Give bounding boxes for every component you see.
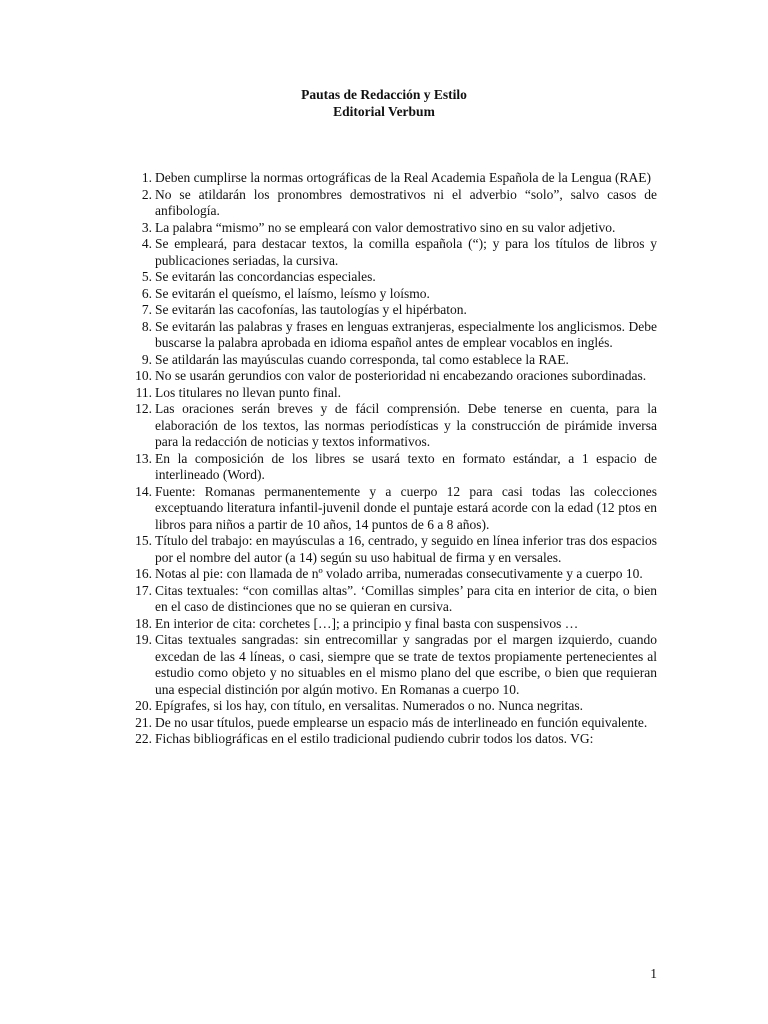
list-item-text: Se evitarán el queísmo, el laísmo, leísmo y loísmo. <box>155 285 430 301</box>
list-item-number: 21. <box>135 714 152 730</box>
rules-list <box>135 170 657 748</box>
list-item <box>141 302 657 319</box>
list-item-text: Fichas bibliográficas en el estilo tradicional pudiendo cubrir todos los datos. VG: <box>155 731 594 746</box>
list-item-text: Se empleará, para destacar textos, la comilla española (“); y para los títulos de libros y publicaciones seriadas, la cursiva. <box>155 236 657 268</box>
list-item-number: 12. <box>135 401 152 416</box>
list-item-text: Deben cumplirse la normas ortográficas de la Real Academia Española de la Lengua (RAE) <box>155 170 651 185</box>
list-item <box>135 582 657 616</box>
list-item-text: Los titulares no llevan punto final. <box>155 384 341 400</box>
list-item-text: Epígrafes, si los hay, con título, en versalitas. Numerados o no. Nunca negritas. <box>155 698 584 713</box>
list-item-number: 5. <box>141 269 152 284</box>
list-item <box>141 219 657 237</box>
list-item-text: Título del trabajo: en mayúsculas a 16, centrado, y seguido en línea inferior tras dos espacios por el nombre del autor (a 14) según su uso habitual de firma y en versales. <box>155 533 657 565</box>
list-item <box>135 566 657 583</box>
list-item-text: Citas textuales sangradas: sin entrecomillar y sangradas por el margen izquierdo, cuando excedan de las 4 líneas, o casi, siempre que se trate de textos propiamente pertenecientes al estudio como objeto y no situables en el mismo plano del que escribe, o bien que requieran una especial distinción por algún motivo. En Romanas a cuerpo 10. <box>155 632 657 697</box>
list-item-number: 9. <box>141 351 152 367</box>
list-item-number: 10. <box>135 368 152 383</box>
list-item <box>141 186 657 220</box>
list-item-text: Citas textuales: “con comillas altas”. ‘Comillas simples’ para cita en interior de cita, o bien en el caso de distinciones que no se quieran en cursiva. <box>155 582 657 614</box>
list-item <box>135 368 657 385</box>
list-item-number: 4. <box>141 236 152 251</box>
list-item <box>135 533 657 566</box>
list-item-text: Notas al pie: con llamada de nº volado arriba, numeradas consecutivamente y a cuerpo 10. <box>155 566 643 581</box>
list-item-text: Se evitarán las palabras y frases en lenguas extranjeras, especialmente los anglicismos. Debe buscarse la palabra aprobada en idioma español antes de emplear vocablos en inglés. <box>155 318 657 350</box>
list-item <box>141 236 657 269</box>
list-item-number: 20. <box>135 698 152 713</box>
list-item <box>141 269 657 286</box>
list-item <box>135 615 657 633</box>
page-number: 1 <box>650 966 657 981</box>
list-item-number: 6. <box>141 285 152 301</box>
list-item-text: En la composición de los libres se usará texto en formato estándar, a 1 espacio de interlineado (Word). <box>155 450 657 482</box>
list-item-text: La palabra “mismo” no se empleará con valor demostrativo sino en su valor adjetivo. <box>155 219 616 235</box>
list-item <box>135 632 657 698</box>
list-item-number: 1. <box>141 170 152 185</box>
list-item <box>135 698 657 715</box>
document-subtitle: Editorial Verbum <box>333 104 435 119</box>
list-item-number: 14. <box>135 483 152 499</box>
list-item-text: De no usar títulos, puede emplearse un espacio más de interlineado en función equivalente. <box>155 714 648 730</box>
list-item-text: Se evitarán las concordancias especiales. <box>155 269 376 284</box>
list-item <box>141 285 657 303</box>
list-item-text: No se usarán gerundios con valor de posterioridad ni encabezando oraciones subordinadas. <box>155 368 647 383</box>
list-item <box>135 384 657 402</box>
list-item-number: 3. <box>141 219 152 235</box>
list-item <box>135 450 657 484</box>
list-item-text: Se evitarán las cacofonías, las tautologías y el hipérbaton. <box>155 302 467 317</box>
list-item-number: 7. <box>141 302 152 317</box>
list-item-number: 11. <box>135 384 152 400</box>
list-item <box>135 714 657 732</box>
document-title: Pautas de Redacción y Estilo <box>301 87 467 102</box>
list-item-number: 19. <box>135 632 152 647</box>
list-item-number: 22. <box>135 731 152 746</box>
list-item-number: 2. <box>141 186 152 202</box>
list-item-number: 16. <box>135 566 152 581</box>
list-item-text: Fuente: Romanas permanentemente y a cuerpo 12 para casi todas las colecciones exceptuando literatura infantil-juvenil donde el puntaje estará acorde con la edad (12 ptos en libros para niños a partir de 10 años, 14 puntos de 6 a 8 años). <box>155 483 657 532</box>
list-item-text: Las oraciones serán breves y de fácil comprensión. Debe tenerse en cuenta, para la elaboración de los textos, las normas periodísticas y la construcción de pirámide inversa para la redacción de noticias y textos informativos. <box>155 401 657 449</box>
list-item <box>135 401 657 451</box>
list-item-text: En interior de cita: corchetes […]; a principio y final basta con suspensivos … <box>155 615 579 631</box>
list-item <box>141 170 657 187</box>
list-item-number: 15. <box>135 533 152 548</box>
list-item-text: Se atildarán las mayúsculas cuando corresponda, tal como establece la RAE. <box>155 351 569 367</box>
list-item <box>141 318 657 352</box>
list-item-number: 13. <box>135 450 152 466</box>
list-item-number: 17. <box>135 582 152 598</box>
list-item <box>141 351 657 369</box>
list-item <box>135 731 657 748</box>
list-item-number: 18. <box>135 615 152 631</box>
list-item-number: 8. <box>141 318 152 334</box>
list-item <box>135 483 657 534</box>
list-item-text: No se atildarán los pronombres demostrativos ni el adverbio “solo”, salvo casos de anfibología. <box>155 186 657 218</box>
